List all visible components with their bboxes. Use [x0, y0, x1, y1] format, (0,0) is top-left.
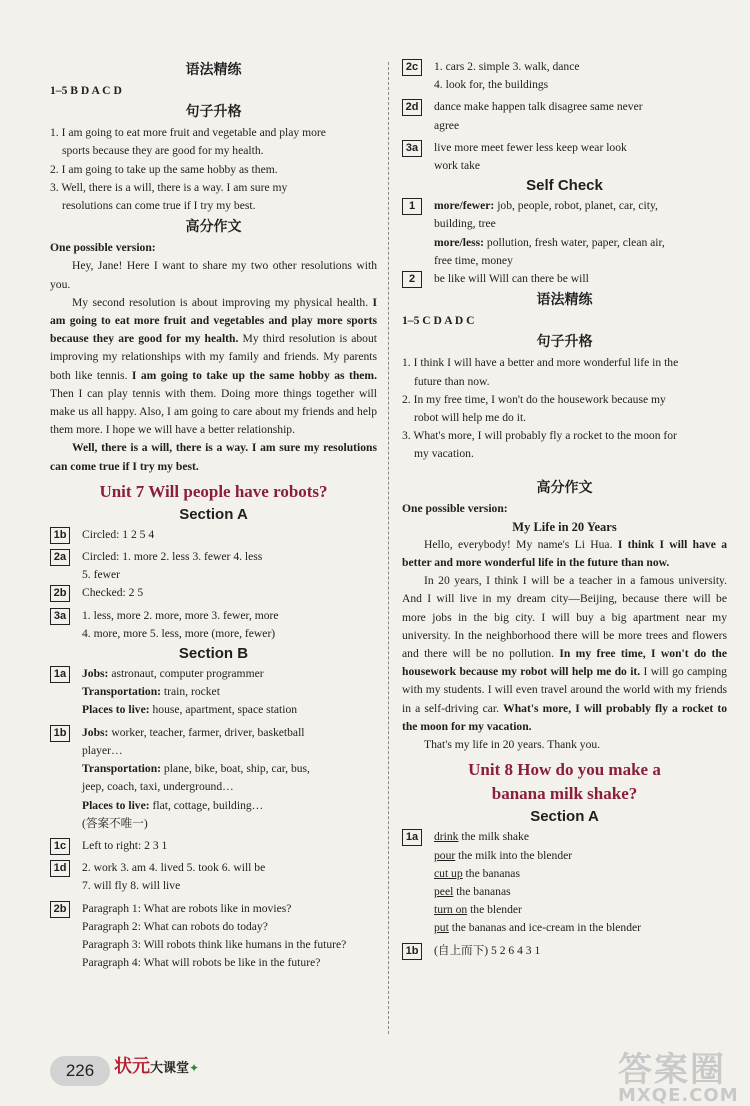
exercise-tag: 1b: [50, 527, 70, 544]
section-a-heading: Section A: [530, 808, 599, 826]
grammar-heading: 语法精练: [536, 292, 593, 309]
exercise-tag: 2a: [50, 549, 70, 566]
exercise-b-1b: [50, 724, 377, 833]
answer-line: player…: [82, 743, 123, 757]
grammar-heading: 语法精练: [185, 62, 242, 78]
sentence-line: robot will help me do it.: [414, 411, 527, 425]
exercise-tag: 1: [402, 198, 422, 215]
answer-line: cut up the bananas: [434, 866, 520, 880]
answer-line: 4. more, more 5. less, more (more, fewer): [82, 626, 276, 640]
sentence-line: 3. Well, there is a will, there is a way. I am sure my: [50, 180, 288, 194]
exercise-tag: 1c: [50, 838, 70, 855]
answer-line: 1. less, more 2. more, more 3. fewer, more: [82, 608, 279, 622]
sentence-line: sports because they are good for my health.: [62, 144, 264, 158]
exercise-tag: 2b: [50, 585, 70, 602]
section-b-heading: Section B: [178, 645, 249, 663]
sentence-line: 2. In my free time, I won't do the housework because my: [402, 392, 666, 406]
watermark-top: 答案圈: [618, 1050, 726, 1090]
unit8-title-line2: banana milk shake?: [491, 784, 638, 804]
answer-line: Paragraph 3: Will robots think like humans in the future?: [82, 937, 347, 951]
sentence-line: 1. I think I will have a better and more wonderful life in the: [402, 356, 679, 370]
answer-line: Transportation: plane, bike, boat, ship, car, bus,: [82, 762, 310, 776]
answer-line: turn on the blender: [434, 903, 522, 917]
answer-line: agree: [434, 118, 460, 132]
answer-line: work take: [434, 159, 481, 173]
brand-subtitle: 大课堂: [150, 1061, 190, 1076]
essay-paragraph: That's my life in 20 years. Thank you.: [424, 738, 601, 752]
exercise-tag: 3a: [50, 608, 70, 625]
answer-line: pour the milk into the blender: [434, 848, 573, 862]
answer-line: 5. fewer: [82, 568, 120, 582]
exercise-tag: 1b: [50, 725, 70, 742]
sentence-line: 3. What's more, I will probably fly a rocket to the moon for: [402, 429, 677, 443]
essay-paragraph: Hey, Jane! Here I want to share my two other resolutions with you.: [50, 259, 377, 291]
self-check-2: [402, 270, 727, 288]
exercise-tag: 2c: [402, 59, 422, 76]
exercise-2d: [402, 98, 727, 134]
grammar-answers: 1–5 C D A D C: [402, 314, 475, 328]
answer-line: 1. cars 2. simple 3. walk, dance: [434, 60, 580, 73]
answer-line: live more meet fewer less keep wear look: [434, 140, 627, 154]
answer-line: dance make happen talk disagree same never: [434, 100, 643, 114]
page-number: 226: [50, 1056, 110, 1086]
essay-heading: 高分作文: [185, 219, 242, 236]
answer-line: free time, money: [434, 253, 513, 267]
answer-line: Paragraph 2: What can robots do today?: [82, 919, 268, 933]
exercise-tag: 1d: [50, 860, 70, 877]
exercise-u8-1a: [402, 828, 727, 937]
sentence-line: my vacation.: [414, 447, 474, 461]
exercise-tag: 3a: [402, 140, 422, 157]
exercise-3a: [50, 607, 377, 643]
sentence-line: future than now.: [414, 374, 490, 388]
answer-line: Checked: 2 5: [82, 586, 144, 600]
essay-paragraph: My second resolution is about improving my physical health. I am going to eat more fruit and vegetables and play more sports because they are good for my health. My third resolution is about improving my relationships with my family and friends. My parents both like tennis. I am going to take up the same hobby as them. Then I can play tennis with them. Doing more things together will make us all happy. Also, I am going to care about my friends and help them more. I hope we will have a better relationship.: [50, 295, 378, 437]
answer-line: more/fewer: job, people, robot, planet, car, city,: [434, 199, 658, 213]
essay-heading: 高分作文: [536, 479, 593, 496]
exercise-b-1a: [50, 665, 377, 720]
right-column: [402, 58, 727, 960]
answer-line: 7. will fly 8. will live: [82, 879, 181, 893]
essay-label: One possible version:: [50, 241, 156, 255]
exercise-b-1c: [50, 837, 377, 855]
answer-line: 2. work 3. am 4. lived 5. took 6. will be: [82, 861, 266, 875]
exercise-tag: 2: [402, 271, 422, 288]
exercise-2a: [50, 548, 377, 584]
exercise-tag: 2b: [50, 901, 70, 918]
answer-line: Jobs: astronaut, computer programmer: [82, 667, 264, 681]
page-footer: [50, 1038, 750, 1106]
answer-line: more/less: pollution, fresh water, paper, clean air,: [434, 235, 665, 249]
answer-line: 4. look for, the buildings: [434, 78, 549, 92]
answer-line: Transportation: train, rocket: [82, 685, 220, 699]
answer-line: be like will Will can there be will: [434, 272, 589, 286]
essay-paragraph: In 20 years, I think I will be a teacher in a famous university. And I will live in my dream city—Beijing, because there will be more jobs in the big city. I will buy a big apartment near my university. In the neighborhood there will be more trees and flowers and there will be no pollution. In my free time, I won't do the housework because my robot will help me do it. I will go camping with my students. I will even travel around the world with my friends in a self-driving car. What's more, I will probably fly a rocket to the moon for my vacation.: [402, 574, 728, 733]
self-check-heading: Self Check: [526, 177, 603, 195]
answer-note: (答案不唯一): [82, 816, 148, 830]
brand-logo: [114, 1052, 199, 1078]
answer-line: drink the milk shake: [434, 830, 529, 844]
answer-line: Places to live: flat, cottage, building…: [82, 798, 264, 812]
sentence-heading: 句子升格: [536, 334, 593, 351]
watermark-bottom: MXQE.COM: [618, 1085, 739, 1106]
exercise-tag: 2d: [402, 99, 422, 116]
exercise-3a: [402, 139, 727, 175]
exercise-tag: 1a: [402, 829, 422, 846]
brand-name: 状元: [114, 1056, 150, 1077]
exercise-tag: 1a: [50, 666, 70, 683]
exercise-tag: 1b: [402, 943, 422, 960]
answer-line: Places to live: house, apartment, space station: [82, 703, 298, 717]
left-column: [50, 58, 377, 972]
answer-line: Circled: 1. more 2. less 3. fewer 4. less: [82, 550, 263, 564]
answer-line: Paragraph 1: What are robots like in movies?: [82, 901, 292, 915]
star-icon: ✦: [189, 1061, 200, 1075]
exercise-2b: [50, 584, 377, 602]
answer-line: Paragraph 4: What will robots be like in the future?: [82, 956, 321, 970]
sentence-line: 1. I am going to eat more fruit and vegetable and play more: [50, 126, 326, 140]
answer-line: Circled: 1 2 5 4: [82, 527, 155, 541]
exercise-2c: [402, 58, 727, 94]
answer-line: peel the bananas: [434, 884, 511, 898]
answer-line: put the bananas and ice-cream in the blender: [434, 921, 641, 935]
answer-line: Jobs: worker, teacher, farmer, driver, basketball: [82, 725, 305, 739]
answer-line: Left to right: 2 3 1: [82, 838, 168, 852]
exercise-u8-1b: [402, 942, 727, 960]
sentence-line: resolutions can come true if I try my best.: [62, 199, 256, 213]
answer-line: (自上而下) 5 2 6 4 3 1: [434, 943, 541, 957]
essay-title: My Life in 20 Years: [512, 519, 617, 534]
essay-label: One possible version:: [402, 501, 508, 515]
exercise-1b: [50, 526, 377, 544]
answer-line: jeep, coach, taxi, underground…: [82, 780, 234, 794]
sentence-heading: 句子升格: [185, 104, 242, 121]
exercise-b-2b: [50, 900, 377, 973]
watermark: [618, 1042, 750, 1104]
essay-paragraph: Well, there is a will, there is a way. I am sure my resolutions can come true if I try my best.: [50, 441, 377, 473]
essay-paragraph: Hello, everybody! My name's Li Hua. I think I will have a better and more wonderful life in the future than now.: [402, 537, 727, 570]
column-divider: [388, 62, 389, 1034]
section-a-heading: Section A: [179, 505, 248, 523]
grammar-answers: 1–5 B D A C D: [50, 84, 122, 97]
unit8-title-line1: Unit 8 How do you make a: [468, 760, 661, 780]
exercise-b-1d: [50, 859, 377, 895]
answer-line: building, tree: [434, 217, 496, 231]
self-check-1: [402, 197, 727, 270]
sentence-line: 2. I am going to take up the same hobby as them.: [50, 162, 278, 176]
unit7-title: Unit 7 Will people have robots?: [99, 481, 328, 501]
